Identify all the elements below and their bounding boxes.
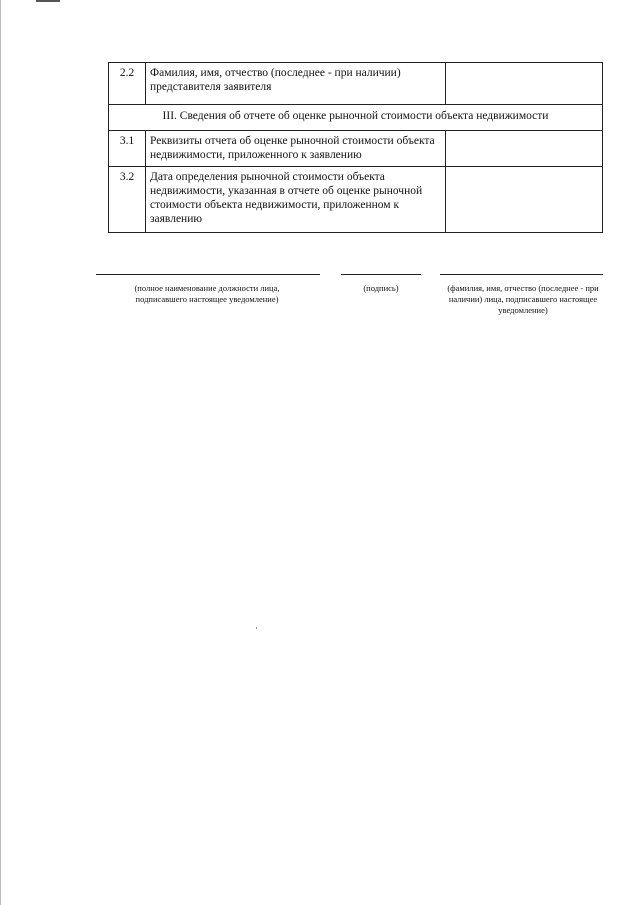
section-title: III. Сведения об отчете об оценке рыночной стоимости объекта недвижимости (109, 105, 603, 131)
table-row (109, 167, 603, 233)
scan-speck (256, 627, 257, 629)
position-caption: (полное наименование должности лица, подписавшего настоящее уведомление) (134, 283, 280, 304)
row-value (446, 131, 603, 167)
row-label: Реквизиты отчета об оценке рыночной стоимости объекта недвижимости, приложенного к заявлению (146, 131, 446, 167)
row-value (446, 63, 603, 105)
scan-edge-mark-top (36, 0, 60, 2)
signature-line (341, 274, 421, 275)
table-row (109, 131, 603, 167)
row-label: Дата определения рыночной стоимости объекта недвижимости, указанная в отчете об оценке рыночной стоимости объекта недвижимости, приложенном к заявлению (146, 167, 446, 233)
row-value (446, 167, 603, 233)
name-signature-line (440, 274, 603, 275)
row-number: 2.2 (109, 63, 146, 105)
position-signature-line (96, 274, 320, 275)
property-info-table (108, 62, 603, 233)
scan-edge-mark-left (0, 0, 1, 905)
row-number: 3.1 (109, 131, 146, 167)
section-header-row (109, 105, 603, 131)
signature-caption: (подпись) (363, 283, 399, 293)
row-number: 3.2 (109, 167, 146, 233)
row-label: Фамилия, имя, отчество (последнее - при наличии) представителя заявителя (146, 63, 446, 105)
table-row (109, 63, 603, 105)
name-caption: (фамилия, имя, отчество (последнее - при наличии) лица, подписавшего настоящее уведомление) (447, 283, 599, 315)
